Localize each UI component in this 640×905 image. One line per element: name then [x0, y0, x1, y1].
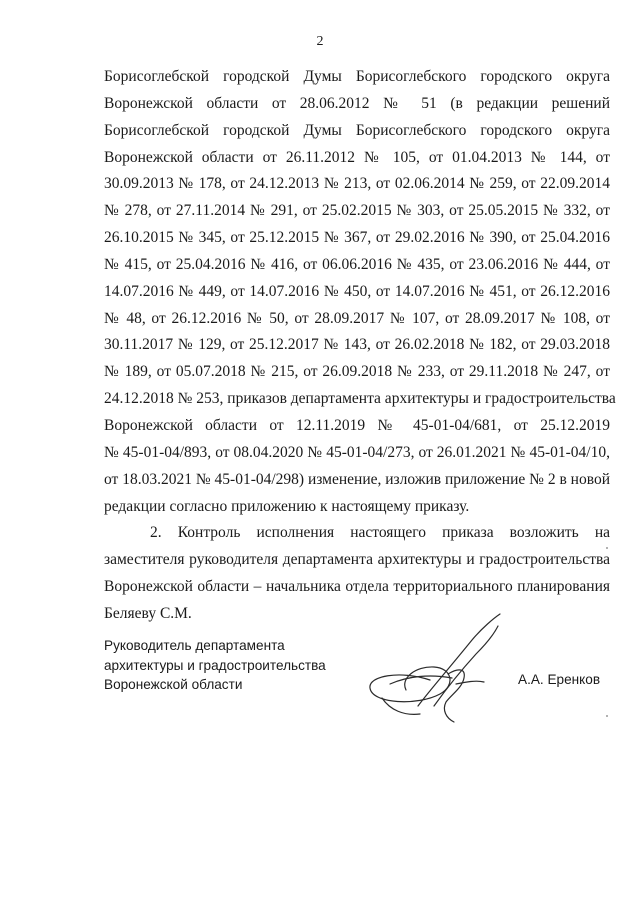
position-line: архитектуры и градостроительства — [104, 657, 326, 673]
text-line: № 415, от 25.04.2016 № 416, от 06.06.2016 № 435, от 23.06.2016 № 444, от — [104, 255, 610, 273]
signer-name: А.А. Еренков — [518, 672, 601, 687]
position-line: Воронежской области — [104, 677, 243, 692]
text-line: 2. Контроль исполнения настоящего приказа возложить на — [150, 524, 610, 542]
text-line: Воронежской области от 28.06.2012 № 51 (в редакции решений — [104, 94, 610, 112]
text-line: Воронежской области от 12.11.2019 № 45-01-04/681, от 25.12.2019 — [104, 416, 610, 434]
text-line: № 45-01-04/893, от 08.04.2020 № 45-01-04/273, от 26.01.2021 № 45-01-04/10, — [104, 443, 610, 461]
text-line: 30.09.2013 № 178, от 24.12.2013 № 213, от 02.06.2014 № 259, от 22.09.2014 — [104, 175, 610, 193]
scan-speck — [606, 547, 608, 549]
text-line: Борисоглебской городской Думы Борисоглебского городского округа — [104, 121, 610, 139]
text-line: 14.07.2016 № 449, от 14.07.2016 № 450, от 14.07.2016 № 451, от 26.12.2016 — [104, 282, 610, 300]
text-line: Борисоглебской городской Думы Борисоглебского городского округа — [104, 68, 610, 85]
text-line: 26.10.2015 № 345, от 25.12.2015 № 367, от 29.02.2016 № 390, от 25.04.2016 — [104, 229, 610, 247]
text-line: редакции согласно приложению к настоящему приказу. — [104, 497, 470, 515]
text-line: Воронежской области от 26.11.2012 № 105, от 01.04.2013 № 144, от — [104, 148, 610, 166]
page-number: 2 — [316, 34, 324, 49]
text-line: № 48, от 26.12.2016 № 50, от 28.09.2017 № 107, от 28.09.2017 № 108, от — [104, 309, 610, 327]
text-line: № 278, от 27.11.2014 № 291, от 25.02.2015 № 303, от 25.05.2015 № 332, от — [104, 202, 610, 220]
position-line: Руководитель департамента — [104, 638, 285, 653]
text-line: от 18.03.2021 № 45-01-04/298) изменение, изложив приложение № 2 в новой — [104, 470, 610, 488]
text-line: Беляеву С.М. — [104, 604, 192, 622]
text-line: 30.11.2017 № 129, от 25.12.2017 № 143, от 26.02.2018 № 182, от 29.03.2018 — [104, 336, 610, 354]
document-body — [104, 64, 616, 628]
text-line: № 189, от 05.07.2018 № 215, от 26.09.2018 № 233, от 29.11.2018 № 247, от — [104, 363, 610, 381]
text-line: заместителя руководителя департамента архитектуры и градостроительства — [104, 551, 610, 569]
scan-speck — [606, 715, 608, 717]
handwritten-signature — [360, 610, 510, 728]
paragraph-1 — [104, 64, 616, 520]
paragraph-2 — [104, 520, 610, 627]
signatory-position — [104, 636, 364, 695]
text-line: Воронежской области – начальника отдела территориального планирования — [104, 578, 610, 596]
text-line: 24.12.2018 № 253, приказов департамента архитектуры и градостроительства — [104, 390, 616, 408]
